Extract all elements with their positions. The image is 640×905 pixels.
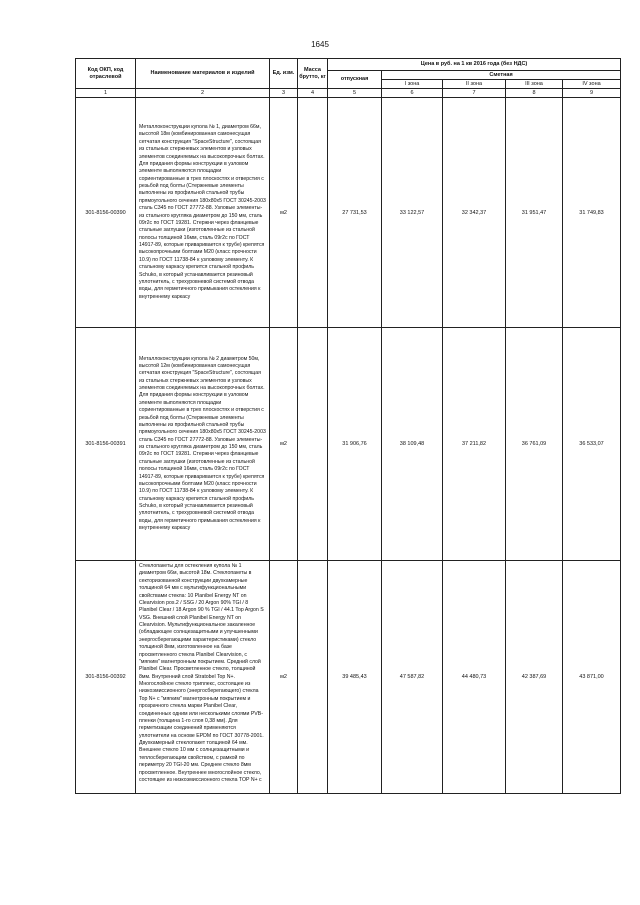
item-mass <box>298 328 328 561</box>
item-description: Стеклопакеты для остекления купола № 1 диаметром 66м, высотой 18м. Стеклопакеты в секторизованной конструкции двухкамерные толщиной 64 мм с мультифункциональными свойствами стекла: 10 Planibel Energy NT on Clearvision pos.2 / SSG / 20 Argon 90% TGI / 8 Planibel Clear / 18 Argon 90 % TGI / 44.1 Top Argon S VSG. Внешний слой Planibel Energy NT on Clearvision. Мультифункциональное закаленное (обладающее солнцезащитными и улучшенными энергосберегающими характеристиками) стекло толщиной 8мм, изготовленное на базе просветленного стекла Planibel Clearvision, с "мягким" магнетронным покрытием. Средний слой Planibel Clear. Просветленное стекло, толщиной 8мм. Внутренний слой Stratobel Top N+. Многослойное стекло триплекс, состоящее из низкоэмиссионного (энергосберегающего) стекла Top N+ с "мягким" магнетронным покрытием и прозрачного стекла марки Planibel Clear, соединенных одним или несколькими слоями PVB-пленки (толщина 1-го слоя 0,38 мм). Для герметизации соединений применяются уплотнители на основе EPDM по ГОСТ 30778-2001. Двухкамерный стеклопакет толщиной 64 мм. Внешнее стекло 10 мм с солнцезащитными и теплосберегающим свойством, с рамкой по периметру 20 TGI-20 мм. Среднее стекло 8мм просветленное. Внутреннее многослойное стекло, состоящее из низкоэмиссионного стекла TOP N+ с <box>136 561 270 794</box>
header-unit: Ед. изм. <box>270 59 298 89</box>
item-zone-1-price: 33 122,57 <box>382 98 443 328</box>
item-zone-4-price: 43 871,00 <box>563 561 621 794</box>
col-number: 1 <box>76 89 136 98</box>
header-estimate: Сметная <box>382 71 621 80</box>
item-zone-4-price: 36 533,07 <box>563 328 621 561</box>
col-number: 8 <box>506 89 563 98</box>
item-zone-1-price: 38 109,48 <box>382 328 443 561</box>
col-number: 4 <box>298 89 328 98</box>
table-row <box>76 561 621 794</box>
item-zone-1-price: 47 587,82 <box>382 561 443 794</box>
item-unit: м2 <box>270 328 298 561</box>
header-price-group: Цена в руб. на 1 кв 2016 года (без НДС) <box>328 59 621 71</box>
header-zone-4: IV зона <box>563 80 621 89</box>
header-mass: Масса брутто, кг <box>298 59 328 89</box>
col-number: 3 <box>270 89 298 98</box>
col-number: 5 <box>328 89 382 98</box>
item-unit: м2 <box>270 98 298 328</box>
table-row <box>76 98 621 328</box>
item-code: 301-8156-00392 <box>76 561 136 794</box>
item-code: 301-8156-00390 <box>76 98 136 328</box>
item-release-price: 27 731,53 <box>328 98 382 328</box>
item-mass <box>298 98 328 328</box>
col-number: 7 <box>443 89 506 98</box>
header-zone-3: III зона <box>506 80 563 89</box>
header-release: отпускная <box>328 71 382 89</box>
item-zone-4-price: 31 749,83 <box>563 98 621 328</box>
item-zone-2-price: 37 211,82 <box>443 328 506 561</box>
table-row <box>76 328 621 561</box>
column-number-row <box>76 89 621 98</box>
item-code: 301-8156-00391 <box>76 328 136 561</box>
page-number: 1645 <box>311 40 329 49</box>
item-zone-3-price: 31 951,47 <box>506 98 563 328</box>
item-zone-3-price: 42 387,69 <box>506 561 563 794</box>
item-zone-3-price: 36 761,09 <box>506 328 563 561</box>
col-number: 2 <box>136 89 270 98</box>
header-code: Код ОКП, код отраслевой <box>76 59 136 89</box>
price-table <box>75 58 621 794</box>
col-number: 6 <box>382 89 443 98</box>
item-release-price: 31 906,76 <box>328 328 382 561</box>
header-zone-1: I зона <box>382 80 443 89</box>
item-description: Металлоконструкции купола № 1, диаметром 66м, высотой 18м (комбинированная самонесущая сетчатая конструкция "SpaceStructure", состоящая из стальных стержневых элементов и узловых элементов соединяемых на высокопрочных болтах. Для придания формы конструкции в узловом элементе выполняются площадки сориентированные в трех плоскостях и отверстия с резьбой под болты (Стержневые элементы выполнены из профильной стальной трубы прямоугольного сечения 180х80х5 ГОСТ 30245-2003 сталь С345 по ГОСТ 27772-88. Узловые элементы- из стального кругляка диаметром до 150 мм, сталь 09г2с по ГОСТ 19281. Стержни через фланцевые стальные заглушки (изготовленные из стальной полосы толщиной 16мм, сталь 09г2с по ГОСТ 14917-89, которые приваривается к трубе) крепятся высокопрочными болтами М20 (класс прочности 10.9) по ГОСТ 11738-84 к узловому элементу. К стальному каркасу крепится стальной профиль Schuko, в который устанавливается резиновый уплотнитель, с трехуровневой системой отвода воды, для герметичного примыкания остекления к внутреннему каркасу <box>136 98 270 328</box>
header-zone-2: II зона <box>443 80 506 89</box>
item-description: Металлоконструкции купола № 2 диаметром 50м, высотой 12м (комбинированная самонесущая сетчатая конструкция "SpaceStructure", состоящая из стальных стержневых элементов и узловых элементов соединяемых на высокопрочных болтах. Для придания формы конструкции в узловом элементе выполняются площадки сориентированные в трех плоскостях и отверстия с резьбой под болты (Стержневые элементы выполнены из профильной стальной трубы прямоугольного сечения 180х80х5 ГОСТ 30245-2003 сталь С345 по ГОСТ 27772-88. Узловые элементы- из стального кругляка диаметром до 150 мм, сталь 09г2с по ГОСТ 19281. Стержни через фланцевые стальные заглушки (изготовленные из стальной полосы толщиной 16мм, сталь 09г2с по ГОСТ 14917-89, которые приваривается к трубе) крепятся высокопрочными болтами М20 (класс прочности 10.9) по ГОСТ 11738-84 к узловому элементу. К стальному каркасу крепится стальной профиль Schuko, в который устанавливается резиновый уплотнитель, с трехуровневой системой отвода воды, для герметичного примыкания остекления к внутреннему каркасу <box>136 328 270 561</box>
item-mass <box>298 561 328 794</box>
col-number: 9 <box>563 89 621 98</box>
item-zone-2-price: 32 342,37 <box>443 98 506 328</box>
header-name: Наименование материалов и изделий <box>136 59 270 89</box>
item-unit: м2 <box>270 561 298 794</box>
item-zone-2-price: 44 480,73 <box>443 561 506 794</box>
item-release-price: 39 485,43 <box>328 561 382 794</box>
